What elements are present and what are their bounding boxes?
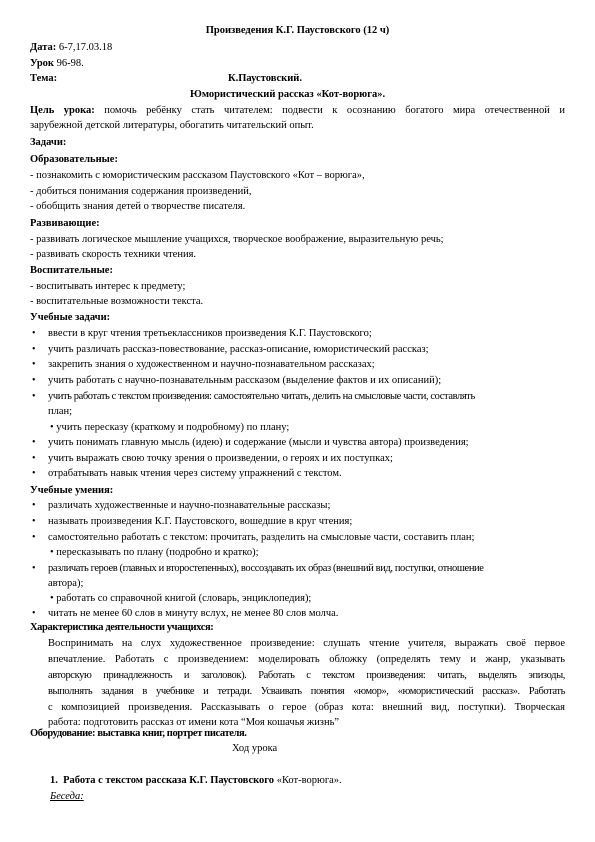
- upb-item: - воспитательные возможности текста.: [30, 296, 204, 307]
- topic-title: Юмористический рассказ «Кот-ворюга».: [190, 89, 386, 100]
- study-task-item-cont: план;: [48, 406, 73, 417]
- study-tasks-heading: Учебные задачи:: [30, 312, 111, 323]
- topic-author: К.Паустовский.: [228, 73, 302, 84]
- date-line: Дата: 6-7,17.03.18: [30, 42, 113, 53]
- bullet-icon: •: [32, 375, 36, 386]
- step-1-heading: 1. Работа с текстом рассказа К.Г. Паустовского «Кот-ворюга».: [50, 775, 342, 786]
- bullet-icon: •: [32, 391, 36, 402]
- skill-item: различать художественные и научно-познавательные рассказы;: [48, 500, 331, 511]
- skill-subitem: • работать со справочной книгой (словарь, энциклопедия);: [50, 593, 312, 604]
- bullet-icon: •: [32, 563, 36, 574]
- bullet-icon: •: [32, 532, 36, 543]
- skill-item: самостоятельно работать с текстом: прочитать, разделить на смысловые части, составить план;: [48, 532, 475, 543]
- bullet-icon: •: [32, 344, 36, 355]
- lesson-line: Урок 96-98.: [30, 58, 84, 69]
- bullet-icon: •: [32, 500, 36, 511]
- activity-line: работа: подготовить рассказ от имени кота “Моя кошачья жизнь”: [48, 717, 340, 728]
- equipment-line: Оборудование: выставка книг, портрет писателя.: [30, 728, 247, 739]
- bullet-icon: •: [32, 453, 36, 464]
- bullet-icon: •: [32, 328, 36, 339]
- skills-heading: Учебные умения:: [30, 485, 114, 496]
- skill-item: различать героев (главных и второстепенных), воссоздавать их образ (внешний вид, поступки, отношение: [48, 563, 484, 574]
- skill-item: называть произведения К.Г. Паустовского, вошедшие в круг чтения;: [48, 516, 353, 527]
- study-task-item: учить работать с научно-познавательным рассказом (выделение фактов и их описаний);: [48, 375, 442, 386]
- study-task-item: закрепить знания о художественном и научно-познавательном рассказах;: [48, 359, 375, 370]
- skill-item-cont: автора);: [48, 578, 84, 589]
- upb-item: - воспитывать интерес к предмету;: [30, 281, 186, 292]
- bullet-icon: •: [32, 359, 36, 370]
- bullet-icon: •: [32, 437, 36, 448]
- upb-heading: Воспитательные:: [30, 265, 113, 276]
- dev-item: - развивать скорость техники чтения.: [30, 249, 197, 260]
- study-task-item: учить работать с текстом произведения: самостоятельно читать, делить на смысловые части, составлять: [48, 391, 475, 402]
- topic-label: Тема:: [30, 73, 58, 84]
- dev-heading: Развивающие:: [30, 218, 100, 229]
- activity-line: авторскую принадлежность и заголовок). Работать с текстом произведения: читать, выделять эпизоды,: [48, 670, 565, 681]
- talk-label: Беседа:: [50, 791, 84, 802]
- study-task-item: учить понимать главную мысль (идею) и содержание (мысли и чувства автора) произведения;: [48, 437, 469, 448]
- edu-item: - познакомить с юмористическим рассказом Паустовского «Кот – ворюга»,: [30, 170, 365, 181]
- dev-item: - развивать логическое мышление учащихся, творческое воображение, выразительную речь;: [30, 234, 444, 245]
- bullet-icon: •: [32, 516, 36, 527]
- study-task-item: ввести в круг чтения третьеклассников произведения К.Г. Паустовского;: [48, 328, 372, 339]
- bullet-icon: •: [32, 468, 36, 479]
- activity-heading: Характеристика деятельности учащихся:: [30, 622, 214, 633]
- page-title: Произведения К.Г. Паустовского (12 ч): [205, 25, 390, 36]
- study-task-subitem: • учить пересказу (краткому и подробному) по плану;: [50, 422, 290, 433]
- goal-line-2: зарубежной детской литературы, обогатить читательский опыт.: [30, 120, 314, 131]
- skill-item: читать не менее 60 слов в минуту вслух, не менее 80 слов молча.: [48, 608, 339, 619]
- study-task-item: отрабатывать навык чтения через систему упражнений с текстом.: [48, 468, 342, 479]
- bullet-icon: •: [32, 608, 36, 619]
- edu-item: - обобщить знания детей о творчестве писателя.: [30, 201, 246, 212]
- activity-line: выполнять задания в учебнике и тетради. Усваивать понятия «юмор», «юмористический рассказ». Работать: [48, 686, 565, 697]
- study-task-item: учить различать рассказ-повествование, рассказ-описание, юмористический рассказ;: [48, 344, 429, 355]
- activity-line: с композицией произведения. Рассказывать о герое (образ кота: внешний вид, поступки). Творческая: [48, 702, 565, 713]
- skill-subitem: • пересказывать по плану (подробно и кратко);: [50, 547, 259, 558]
- activity-line: Воспринимать на слух художественное произведение: слушать чтение учителя, выражать своё первое: [48, 638, 565, 649]
- tasks-heading: Задачи:: [30, 137, 67, 148]
- goal-line-1: Цель урока: помочь ребёнку стать читателем: подвести к осознанию богатого мира отечественной и: [30, 105, 566, 116]
- edu-item: - добиться понимания содержания произведений,: [30, 186, 252, 197]
- course-heading: Ход урока: [232, 743, 278, 754]
- study-task-item: учить выражать свою точку зрения о произведении, о героях и их поступках;: [48, 453, 393, 464]
- edu-heading: Образовательные:: [30, 154, 118, 165]
- activity-line: впечатление. Работать с произведением: моделировать обложку (определять тему и жанр, указывать: [48, 654, 565, 665]
